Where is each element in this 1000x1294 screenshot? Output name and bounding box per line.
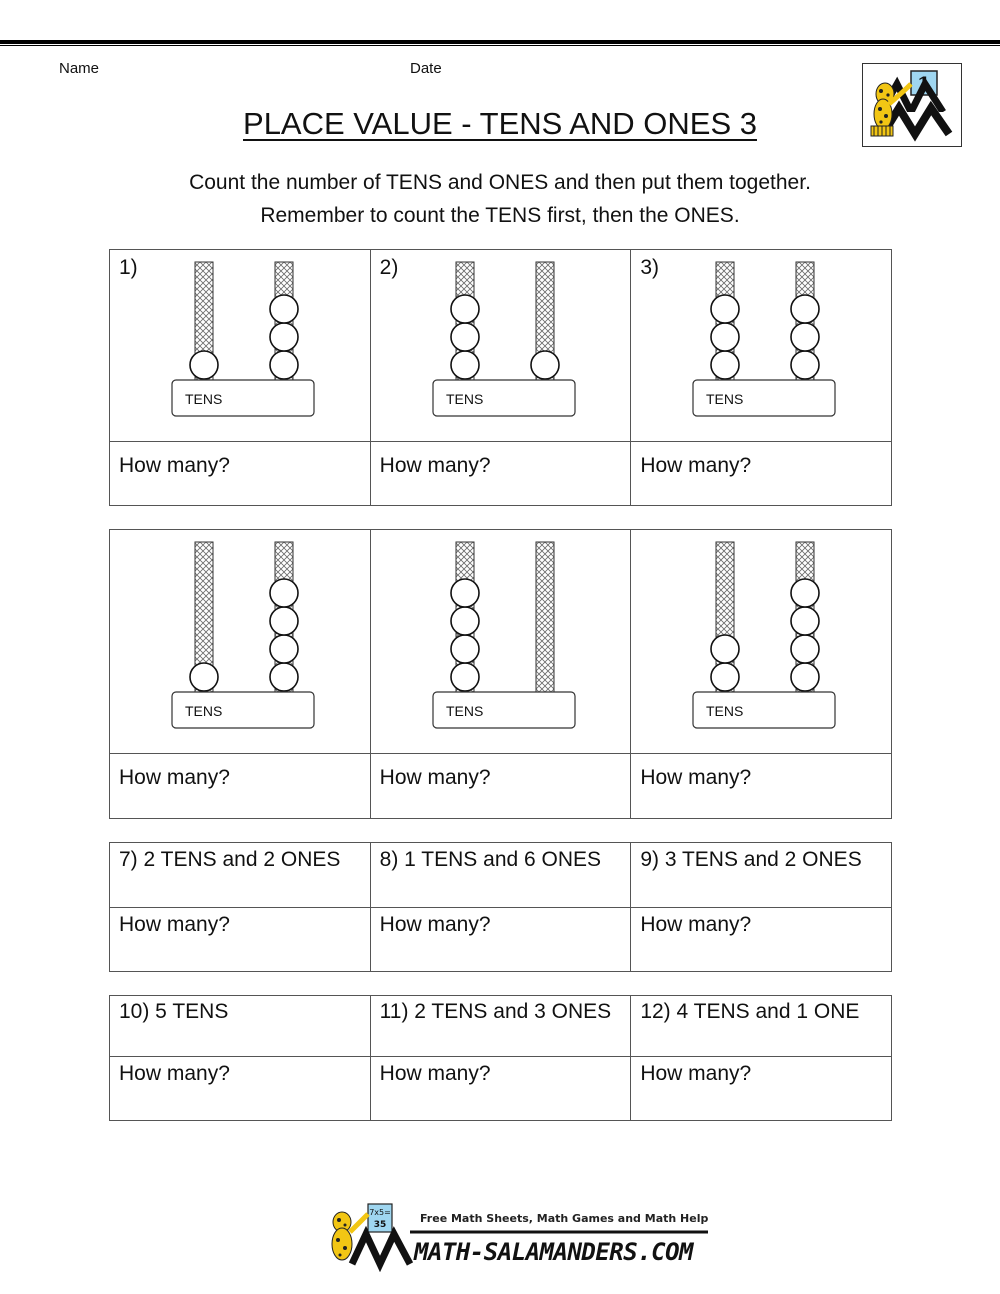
- ones-bead: [791, 579, 819, 607]
- how-many-prompt: How many?: [640, 766, 752, 789]
- footer-badge-line-1: 7x5=: [369, 1208, 391, 1217]
- ones-bead: [270, 635, 298, 663]
- tens-bead: [711, 351, 739, 379]
- abacus-cell: [631, 250, 892, 442]
- abacus-cell: [110, 530, 371, 754]
- tens-bead: [451, 579, 479, 607]
- answer-cell[interactable]: [370, 442, 631, 506]
- ones-bead: [791, 351, 819, 379]
- footer-tagline: Free Math Sheets, Math Games and Math Help: [420, 1212, 709, 1225]
- tens-bead: [711, 663, 739, 691]
- grade-badge-number: 1: [917, 72, 931, 96]
- question-cell: [110, 996, 371, 1057]
- ones-bead: [270, 323, 298, 351]
- word-table-1: [109, 842, 892, 972]
- abacus-cell: [370, 250, 631, 442]
- ones-bead: [531, 351, 559, 379]
- how-many-prompt: How many?: [379, 913, 491, 936]
- question-text: 11) 2 TENS and 3 ONES: [379, 1000, 612, 1023]
- abacus-diagram: [371, 250, 631, 442]
- question-text: 10) 5 TENS: [119, 1000, 229, 1023]
- salamander-body-icon: [332, 1228, 352, 1260]
- tens-bead: [711, 635, 739, 663]
- ones-bead: [791, 663, 819, 691]
- how-many-prompt: How many?: [119, 1062, 230, 1085]
- footer-logo-graphic: [324, 1200, 714, 1272]
- tens-box-label: TENS: [706, 391, 744, 407]
- question-cell: [631, 843, 892, 908]
- question-cell: [370, 996, 631, 1057]
- tens-bead: [451, 295, 479, 323]
- question-text: 7) 2 TENS and 2 ONES: [119, 848, 341, 871]
- answer-cell[interactable]: [370, 1057, 631, 1121]
- ones-bead: [791, 295, 819, 323]
- tens-box-label: TENS: [185, 391, 223, 407]
- how-many-prompt: How many?: [640, 1062, 752, 1085]
- tens-bead: [451, 635, 479, 663]
- ones-bead: [270, 351, 298, 379]
- tens-bead: [190, 351, 218, 379]
- answer-cell[interactable]: [110, 442, 371, 506]
- question-number: 3): [640, 256, 659, 279]
- answer-cell[interactable]: [370, 754, 631, 819]
- tens-bead: [711, 323, 739, 351]
- tens-box-label: TENS: [445, 703, 483, 719]
- answer-cell[interactable]: [631, 1057, 892, 1121]
- answer-cell[interactable]: [631, 908, 892, 972]
- question-number: 1): [119, 256, 138, 279]
- word-table-2: [109, 995, 892, 1121]
- question-text: 8) 1 TENS and 6 ONES: [379, 848, 602, 871]
- question-text: 12) 4 TENS and 1 ONE: [640, 1000, 860, 1023]
- question-text: 9) 3 TENS and 2 ONES: [640, 848, 862, 871]
- how-many-prompt: How many?: [119, 913, 230, 936]
- ones-bead: [791, 323, 819, 351]
- instruction-line-2: Remember to count the TENS first, then the ONES.: [260, 204, 740, 227]
- abacus-cell: [631, 530, 892, 754]
- page-title: PLACE VALUE - TENS AND ONES 3: [243, 106, 757, 141]
- question-cell: [370, 843, 631, 908]
- footer-badge-line-2: 35: [373, 1220, 387, 1230]
- abacus-diagram: [110, 250, 370, 442]
- instruction-line-1: Count the number of TENS and ONES and then put them together.: [189, 171, 811, 194]
- top-rule: [0, 40, 1000, 46]
- answer-cell[interactable]: [110, 908, 371, 972]
- question-cell: [110, 843, 371, 908]
- abacus-diagram: [110, 530, 370, 754]
- abacus-table-1: [109, 249, 892, 506]
- ones-bead: [270, 295, 298, 323]
- tens-box-label: TENS: [445, 391, 483, 407]
- abacus-cell: [110, 250, 371, 442]
- how-many-prompt: How many?: [119, 454, 230, 477]
- name-label: Name: [59, 60, 100, 77]
- question-cell: [631, 996, 892, 1057]
- tens-bead: [451, 351, 479, 379]
- footer-site-name[interactable]: MATH-SALAMANDERS.COM: [414, 1238, 693, 1266]
- date-label: Date: [410, 60, 442, 77]
- how-many-prompt: How many?: [379, 1062, 491, 1085]
- question-number: 2): [379, 256, 399, 279]
- footer-logo: [324, 1200, 714, 1277]
- how-many-prompt: How many?: [119, 766, 230, 789]
- ones-bead: [791, 635, 819, 663]
- tens-box-label: TENS: [185, 703, 223, 719]
- answer-cell[interactable]: [110, 1057, 371, 1121]
- abacus-table-2: [109, 529, 892, 819]
- ones-bead: [270, 579, 298, 607]
- tens-bead: [451, 607, 479, 635]
- answer-cell[interactable]: [631, 442, 892, 506]
- ones-bead: [270, 607, 298, 635]
- footer-m-icon: [352, 1234, 410, 1264]
- ones-bead: [791, 607, 819, 635]
- answer-cell[interactable]: [110, 754, 371, 819]
- tens-box-label: TENS: [706, 703, 744, 719]
- tens-bead: [451, 663, 479, 691]
- abacus-diagram: [371, 530, 631, 754]
- answer-cell[interactable]: [370, 908, 631, 972]
- abacus-cell: [370, 530, 631, 754]
- how-many-prompt: How many?: [379, 766, 491, 789]
- tens-bead: [190, 663, 218, 691]
- answer-cell[interactable]: [631, 754, 892, 819]
- ones-rod: [536, 542, 554, 692]
- how-many-prompt: How many?: [379, 454, 491, 477]
- abacus-diagram: [631, 250, 891, 442]
- ones-bead: [270, 663, 298, 691]
- tens-bead: [451, 323, 479, 351]
- abacus-diagram: [631, 530, 891, 754]
- tens-bead: [711, 295, 739, 323]
- how-many-prompt: How many?: [640, 913, 752, 936]
- how-many-prompt: How many?: [640, 454, 752, 477]
